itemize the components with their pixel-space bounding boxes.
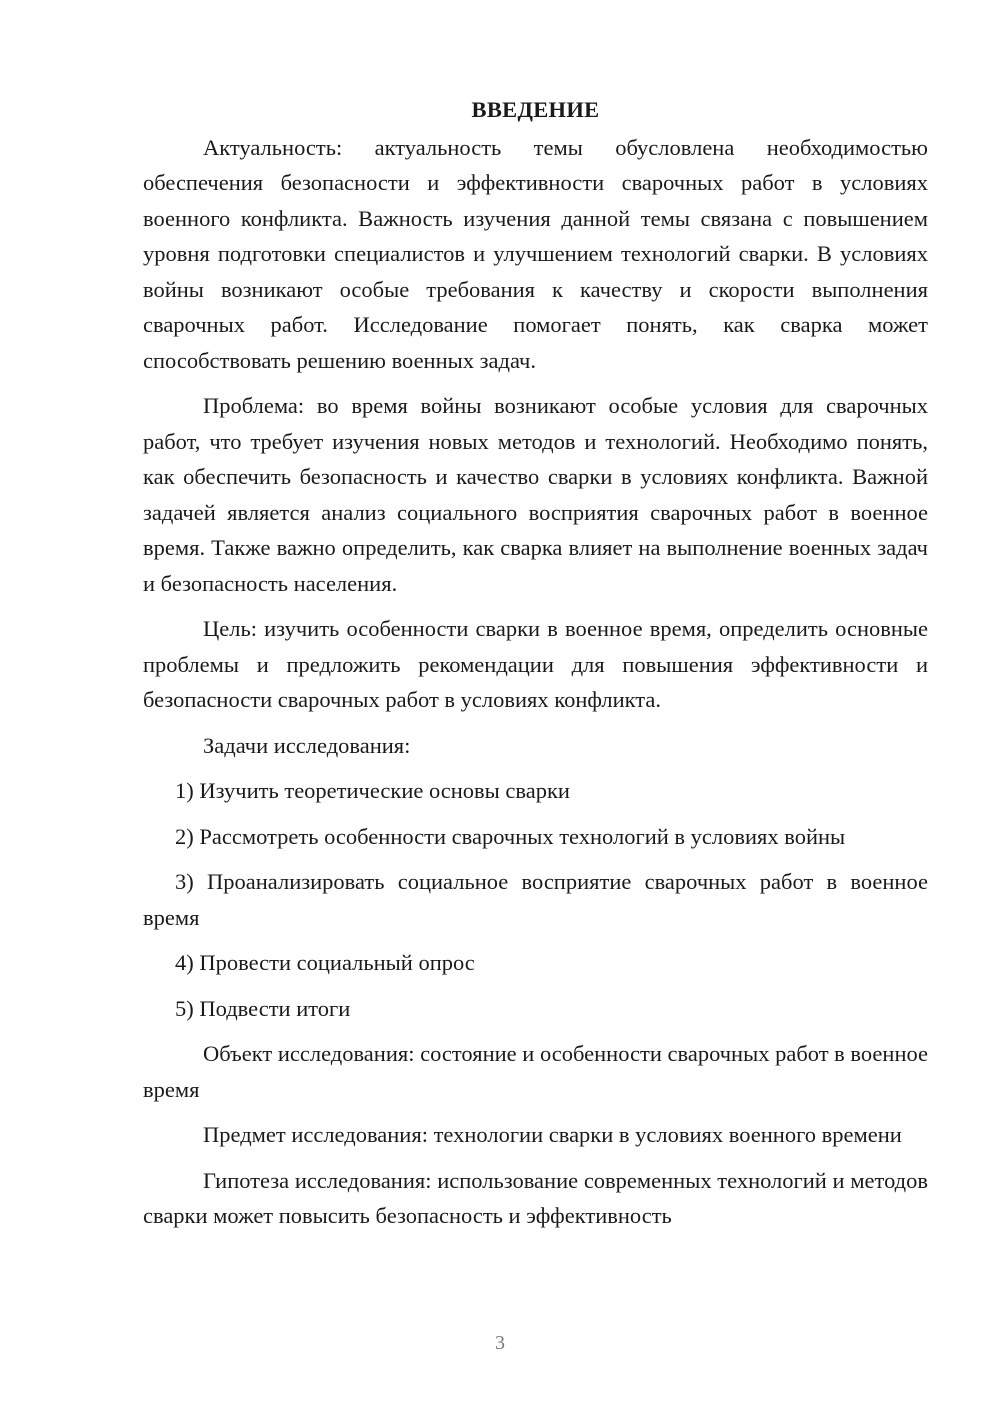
paragraph-goal: Цель: изучить особенности сварки в военное время, определить основные проблемы и предложить рекомендации для повышения эффективности и безопасности сварочных работ в условиях конфликта. — [143, 616, 928, 712]
paragraph-relevance: Актуальность: актуальность темы обусловлена необходимостью обеспечения безопасности и эффективности сварочных работ в условиях военного конфликта. Важность изучения данной темы связана с повышением уровня подготовки специалистов и улучшением технологий сварки. В условиях войны возникают особые требования к качеству и скорости выполнения сварочных работ. Исследование помогает понять, как сварка может способствовать решению военных задач. — [143, 134, 928, 373]
paragraph-subject: Предмет исследования: технологии сварки в условиях военного времени — [203, 1122, 902, 1147]
task-item-2: 2) Рассмотреть особенности сварочных технологий в условиях войны — [175, 823, 846, 849]
task-item-4: 4) Провести социальный опрос — [175, 950, 475, 975]
task-item-5: 5) Подвести итоги — [175, 995, 351, 1021]
paragraph-hypothesis: Гипотеза исследования: использование современных технологий и методов сварки может повысить безопасность и эффективность — [143, 1167, 928, 1228]
paragraph-object: Объект исследования: состояние и особенности сварочных работ в военное время — [143, 1041, 928, 1102]
tasks-heading: Задачи исследования: — [203, 732, 411, 758]
page-title: ВВЕДЕНИЕ — [471, 97, 600, 122]
task-item-3: 3) Проанализировать социальное восприятие сварочных работ в военное время — [143, 869, 928, 930]
page-content — [143, 92, 928, 1244]
paragraph-problem: Проблема: во время войны возникают особые условия для сварочных работ, что требует изучения новых методов и технологий. Необходимо понять, как обеспечить безопасность и качество сварки в условиях конфликта. Важной задачей является анализ социального восприятия сварочных работ в военное время. Также важно определить, как сварка влияет на выполнение военных задач и безопасность населения. — [143, 393, 928, 596]
task-item-1: 1) Изучить теоретические основы сварки — [175, 778, 570, 803]
page-number: 3 — [495, 1332, 505, 1354]
